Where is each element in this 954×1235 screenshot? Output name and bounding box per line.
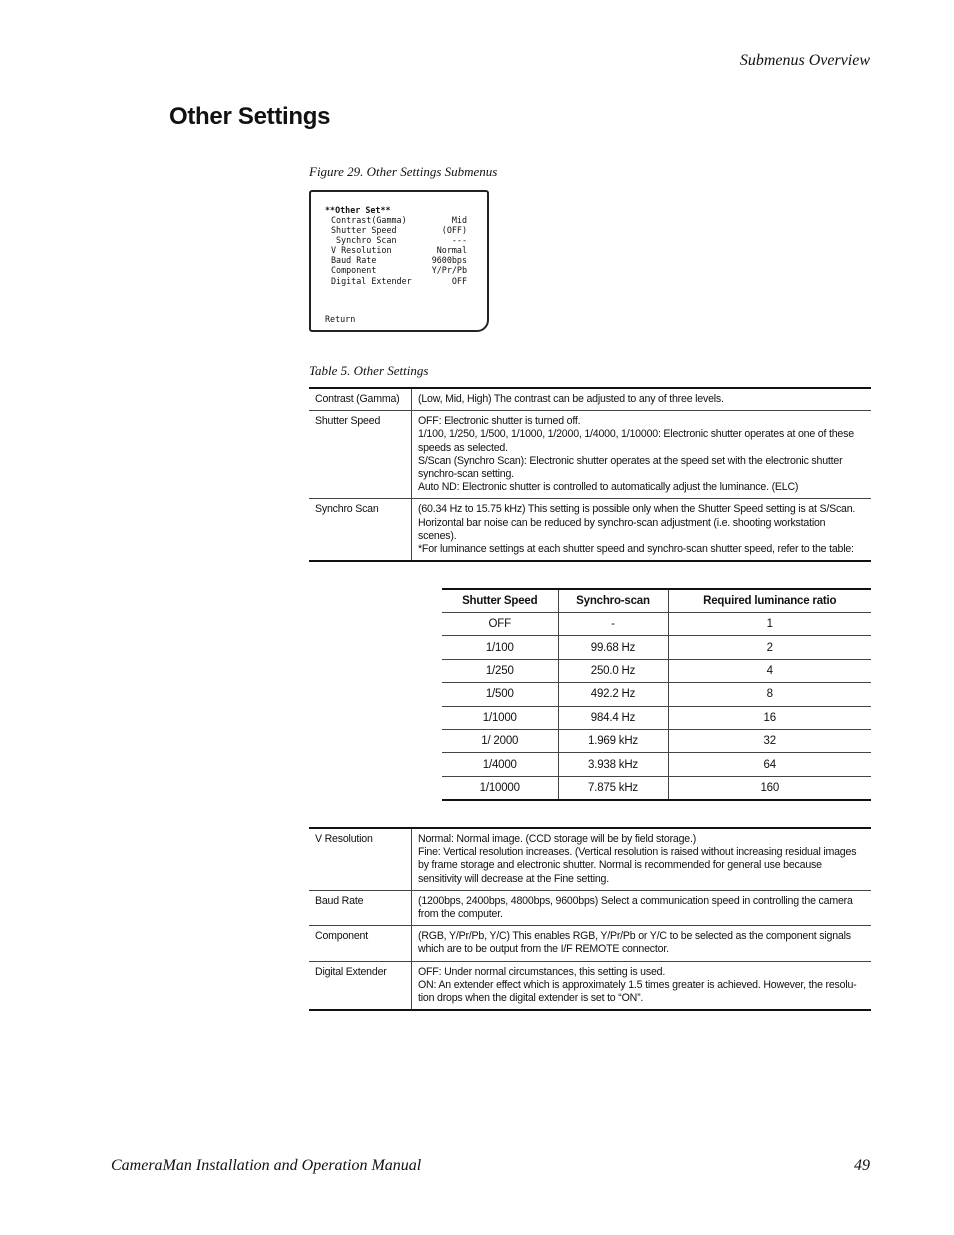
- settings-table-bottom: [309, 827, 871, 1011]
- luminance-ratio-cell: 4: [668, 659, 871, 682]
- osd-row-label: Shutter Speed: [331, 225, 397, 236]
- synchro-scan-cell: 250.0 Hz: [558, 659, 668, 682]
- table-row: [442, 706, 871, 729]
- osd-row: [331, 215, 467, 225]
- setting-name: V Resolution: [309, 828, 412, 890]
- osd-row: [331, 225, 467, 235]
- osd-row-value: ---: [451, 235, 467, 246]
- shutter-speed-cell: 1/500: [442, 683, 558, 706]
- osd-row-label: V Resolution: [331, 245, 392, 256]
- osd-row-value: OFF: [451, 275, 467, 286]
- shutter-speed-cell: 1/10000: [442, 776, 558, 800]
- osd-menu-screen: [309, 190, 489, 332]
- setting-description: [412, 926, 872, 961]
- setting-description: [412, 828, 872, 890]
- table-row: [309, 388, 871, 411]
- description-line: (1200bps, 2400bps, 4800bps, 9600bps) Select a communication speed in controlling the camera from the computer.: [418, 894, 853, 921]
- column-header-luminance-ratio: Required luminance ratio: [668, 589, 871, 613]
- osd-row: [331, 276, 467, 286]
- osd-row-value: (OFF): [441, 225, 467, 236]
- table-row: [442, 636, 871, 659]
- description-line: OFF: Under normal circumstances, this setting is used.: [418, 965, 666, 978]
- luminance-ratio-cell: 32: [668, 729, 871, 752]
- table-row: [309, 890, 871, 925]
- osd-title: **Other Set**: [325, 205, 391, 215]
- osd-row-label: Contrast(Gamma): [331, 215, 407, 225]
- shutter-speed-cell: 1/ 2000: [442, 729, 558, 752]
- osd-row-value: Normal: [436, 245, 467, 256]
- luminance-ratio-cell: 64: [668, 753, 871, 776]
- setting-name: Baud Rate: [309, 890, 412, 925]
- osd-row-label: Component: [331, 265, 377, 276]
- synchro-scan-cell: 1.969 kHz: [558, 729, 668, 752]
- luminance-table: [442, 588, 871, 801]
- luminance-ratio-cell: 16: [668, 706, 871, 729]
- figure-caption: Figure 29. Other Settings Submenus: [309, 164, 498, 179]
- osd-row: [331, 265, 467, 275]
- osd-row-label: Digital Extender: [331, 275, 412, 286]
- setting-description: [412, 499, 872, 561]
- table-row: [442, 729, 871, 752]
- setting-description: [412, 961, 872, 1010]
- description-line: OFF: Electronic shutter is turned off.: [418, 415, 581, 428]
- osd-row: [331, 255, 467, 265]
- section-title: Other Settings: [169, 103, 331, 130]
- shutter-speed-cell: 1/100: [442, 636, 558, 659]
- description-line: Normal: Normal image. (CCD storage will be by field storage.): [418, 833, 697, 845]
- table-row: [442, 613, 871, 636]
- table-row: [442, 776, 871, 800]
- table-row: [309, 411, 871, 499]
- shutter-speed-cell: 1/4000: [442, 753, 558, 776]
- table-row: [442, 683, 871, 706]
- osd-row-value: 9600bps: [431, 255, 467, 266]
- description-line: (RGB, Y/Pr/Pb, Y/C) This enables RGB, Y/Pr/Pb or Y/C to be selected as the component signals which are to be output from the I/F REMOTE connector.: [418, 930, 851, 956]
- description-line: (60.34 Hz to 15.75 kHz) This setting is possible only when the Shutter Speed setting is at S/Scan. Horizontal bar noise can be reduced by synchro-scan adjustment (i.e. shooting workstation scenes).: [418, 503, 856, 542]
- shutter-speed-cell: 1/1000: [442, 706, 558, 729]
- setting-description: [412, 890, 872, 925]
- osd-row: [331, 245, 467, 255]
- column-header-synchro-scan: Synchro-scan: [558, 589, 668, 613]
- table-caption: Table 5. Other Settings: [309, 363, 429, 378]
- setting-name: Synchro Scan: [309, 499, 412, 561]
- luminance-header-row: [442, 589, 871, 613]
- description-line: S/Scan (Synchro Scan): Electronic shutter operates at the speed set with the electronic shutter synchro-scan setting.: [418, 454, 843, 481]
- setting-description: [412, 388, 872, 411]
- table-row: [309, 828, 871, 890]
- shutter-speed-cell: OFF: [442, 613, 558, 636]
- luminance-ratio-cell: 2: [668, 636, 871, 659]
- osd-row-label: Baud Rate: [331, 255, 377, 266]
- description-line: 1/100, 1/250, 1/500, 1/1000, 1/2000, 1/4000, 1/10000: Electronic shutter operates at one of these speeds as selected.: [418, 428, 854, 454]
- osd-row-label: Synchro Scan: [336, 235, 397, 246]
- description-line: ON: An extender effect which is approximately 1.5 times greater is achieved. However, the resolu-tion drops when the digital extender is set to “ON”.: [418, 978, 857, 1005]
- osd-row: [331, 235, 467, 245]
- osd-return-item: Return: [325, 314, 356, 324]
- setting-name: Shutter Speed: [309, 411, 412, 499]
- synchro-scan-cell: 492.2 Hz: [558, 683, 668, 706]
- column-header-shutter-speed: Shutter Speed: [442, 589, 558, 613]
- description-line: *For luminance settings at each shutter speed and synchro-scan shutter speed, refer to the table:: [418, 543, 854, 556]
- synchro-scan-cell: 7.875 kHz: [558, 776, 668, 800]
- shutter-speed-cell: 1/250: [442, 659, 558, 682]
- setting-name: Component: [309, 926, 412, 961]
- running-header: Submenus Overview: [739, 52, 870, 69]
- page-number: 49: [854, 1157, 870, 1174]
- osd-row-value: Mid: [451, 215, 467, 225]
- description-line: Auto ND: Electronic shutter is controlled to automatically adjust the luminance. (ELC): [418, 481, 799, 494]
- description-line: Fine: Vertical resolution increases. (Vertical resolution is raised without increasing residual images by frame storage and electronic shutter. Normal is recommended for general use because sensitivity will decrease at the Fine setting.: [418, 846, 857, 885]
- table-row: [442, 659, 871, 682]
- table-row: [309, 961, 871, 1010]
- table-row: [442, 753, 871, 776]
- settings-table-top: [309, 387, 871, 562]
- setting-name: Contrast (Gamma): [309, 388, 412, 411]
- table-row: [309, 499, 871, 561]
- luminance-ratio-cell: 8: [668, 683, 871, 706]
- setting-name: Digital Extender: [309, 961, 412, 1010]
- osd-rows: [331, 215, 467, 286]
- synchro-scan-cell: -: [558, 613, 668, 636]
- luminance-ratio-cell: 1: [668, 613, 871, 636]
- synchro-scan-cell: 99.68 Hz: [558, 636, 668, 659]
- table-row: [309, 926, 871, 961]
- footer-manual-title: CameraMan Installation and Operation Manual: [111, 1157, 422, 1174]
- synchro-scan-cell: 984.4 Hz: [558, 706, 668, 729]
- synchro-scan-cell: 3.938 kHz: [558, 753, 668, 776]
- setting-description: [412, 411, 872, 499]
- osd-row-value: Y/Pr/Pb: [431, 265, 467, 276]
- description-line: (Low, Mid, High) The contrast can be adjusted to any of three levels.: [418, 393, 724, 405]
- luminance-ratio-cell: 160: [668, 776, 871, 800]
